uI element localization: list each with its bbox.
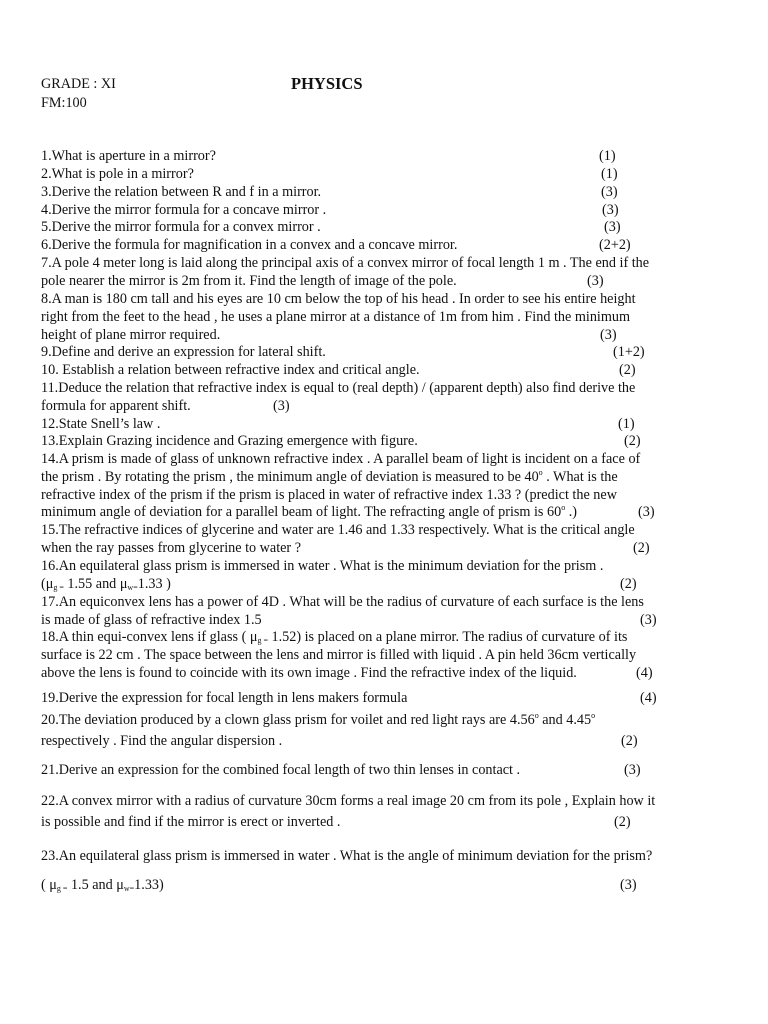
- question-8-line: right from the feet to the head , he uses a plane mirror at a distance of 1m from him . Find the minimum: [41, 308, 631, 325]
- question-12: [41, 416, 701, 434]
- question-22-marks: (2): [614, 814, 631, 830]
- question-23: [41, 842, 701, 900]
- question-22-line: is possible and find if the mirror is erect or inverted . (2): [41, 812, 701, 833]
- question-5-marks: (3): [604, 219, 621, 235]
- question-23-line: 23.An equilateral glass prism is immersed in water . What is the angle of minimum deviation for the prism?: [41, 848, 653, 864]
- question-16-line: ($\mu_{g =}$ 1.55 and $\mu_{w=}1.33$ ) (2): [41, 575, 637, 592]
- question-14-line: minimum angle of deviation for a parallel beam of light. The refracting angle of prism is 60$^o$ .) (3): [41, 503, 655, 521]
- question-21-line: 21.Derive an expression for the combined focal length of two thin lenses in contact . (3): [41, 762, 641, 778]
- question-3-line: 3.Derive the relation between R and f in a mirror. (3): [41, 184, 618, 200]
- question-23-marks: (3): [620, 877, 637, 893]
- question-6-marks: (2+2): [599, 237, 631, 253]
- question-18-line: 18.A thin equi-convex lens if glass ( $\mu_{g =}$ 1.52) is placed on a plane mirror. The radius of curvature of its: [41, 629, 628, 645]
- question-3: [41, 184, 701, 202]
- question-21-marks: (3): [624, 762, 641, 778]
- question-15-marks: (2): [633, 539, 650, 556]
- question-11-marks: (3): [273, 397, 290, 414]
- question-7: [41, 255, 701, 291]
- question-18-line: above the lens is found to coincide with its own image . Find the refractive index of the liquid. (4): [41, 664, 653, 681]
- question-1-marks: (1): [599, 148, 616, 164]
- question-6-line: 6.Derive the formula for magnification in a convex and a concave mirror. (2+2): [41, 237, 631, 253]
- question-20-line: respectively . Find the angular dispersion . (2): [41, 731, 701, 752]
- question-13-marks: (2): [624, 433, 641, 449]
- question-1-line: 1.What is aperture in a mirror? (1): [41, 148, 616, 164]
- question-2-marks: (1): [601, 166, 618, 182]
- question-9-line: 9.Define and derive an expression for lateral shift. (1+2): [41, 344, 645, 360]
- question-17-line: is made of glass of refractive index 1.5 (3): [41, 611, 657, 628]
- question-9: [41, 344, 701, 362]
- question-19: [41, 690, 701, 708]
- question-15-line: 15.The refractive indices of glycerine and water are 1.46 and 1.33 respectively. What is the critical angle: [41, 522, 635, 538]
- question-18-marks: (4): [636, 664, 653, 681]
- question-15-line: when the ray passes from glycerine to water ? (2): [41, 539, 650, 556]
- question-2-line: 2.What is pole in a mirror? (1): [41, 166, 618, 182]
- question-8-marks: (3): [600, 326, 617, 343]
- question-11: [41, 380, 701, 416]
- question-17-marks: (3): [640, 611, 657, 628]
- question-13: [41, 433, 701, 451]
- question-14: [41, 451, 701, 522]
- question-16-line: 16.An equilateral glass prism is immersed in water . What is the minimum deviation for the prism .: [41, 558, 604, 574]
- question-6: [41, 237, 701, 255]
- question-16-marks: (2): [620, 575, 637, 592]
- question-12-line: 12.State Snell’s law . (1): [41, 416, 635, 432]
- question-5: [41, 219, 701, 237]
- question-7-marks: (3): [587, 272, 604, 289]
- question-23-line: ( $\mu_{g =}$ 1.5 and $\mu_{w=}1.33$) (3): [41, 871, 701, 900]
- question-20-line: 20.The deviation produced by a clown glass prism for voilet and red light rays are 4.56$^o$ and 4.45$^o$: [41, 711, 596, 728]
- question-18: [41, 629, 701, 682]
- question-14-line: the prism . By rotating the prism , the minimum angle of deviation is measured to be 40$^o$ . What is the: [41, 467, 618, 485]
- question-4-line: 4.Derive the mirror formula for a concave mirror . (3): [41, 202, 619, 218]
- question-10: [41, 362, 701, 380]
- question-19-marks: (4): [640, 690, 657, 706]
- question-17-line: 17.An equiconvex lens has a power of 4D . What will be the radius of curvature of each surface is the lens: [41, 594, 644, 610]
- question-22: [41, 791, 701, 833]
- full-marks-label: FM:100: [41, 95, 87, 111]
- question-9-marks: (1+2): [613, 344, 645, 360]
- question-14-line: 14.A prism is made of glass of unknown refractive index . A parallel beam of light is incident on a face of: [41, 451, 641, 467]
- grade-label: GRADE : XI: [41, 76, 116, 92]
- question-22-line: 22.A convex mirror with a radius of curvature 30cm forms a real image 20 cm from its pole , Explain how it: [41, 793, 656, 809]
- question-5-line: 5.Derive the mirror formula for a convex mirror . (3): [41, 219, 621, 235]
- question-19-line: 19.Derive the expression for focal length in lens makers formula (4): [41, 690, 657, 706]
- question-20-marks: (2): [621, 733, 638, 749]
- question-8: [41, 291, 701, 344]
- question-4: [41, 202, 701, 220]
- question-4-marks: (3): [602, 202, 619, 218]
- question-13-line: 13.Explain Grazing incidence and Grazing emergence with figure. (2): [41, 433, 641, 449]
- question-8-line: height of plane mirror required. (3): [41, 326, 617, 343]
- question-10-line: 10. Establish a relation between refractive index and critical angle. (2): [41, 362, 636, 378]
- question-14-line: refractive index of the prism if the prism is placed in water of refractive index 1.33 ? (predict the new: [41, 486, 617, 503]
- question-11-line: formula for apparent shift. (3): [41, 397, 290, 414]
- question-21: [41, 762, 701, 780]
- question-7-line: 7.A pole 4 meter long is laid along the principal axis of a convex mirror of focal length 1 m . The end if the: [41, 255, 650, 271]
- question-15: [41, 522, 701, 558]
- question-17: [41, 594, 701, 630]
- question-12-marks: (1): [618, 416, 635, 432]
- question-2: [41, 166, 701, 184]
- question-10-marks: (2): [619, 362, 636, 378]
- subject-title: PHYSICS: [291, 74, 363, 93]
- question-3-marks: (3): [601, 184, 618, 200]
- question-18-line: surface is 22 cm . The space between the lens and mirror is filled with liquid . A pin held 36cm vertically: [41, 646, 637, 663]
- question-1: [41, 148, 701, 166]
- question-20: [41, 710, 701, 752]
- question-11-line: 11.Deduce the relation that refractive index is equal to (real depth) / (apparent depth) also find derive the: [41, 380, 636, 396]
- question-16: [41, 558, 701, 594]
- question-8-line: 8.A man is 180 cm tall and his eyes are 10 cm below the top of his head . In order to see his entire height: [41, 291, 636, 307]
- question-14-marks: (3): [638, 504, 655, 521]
- question-7-line: pole nearer the mirror is 2m from it. Find the length of image of the pole. (3): [41, 272, 604, 289]
